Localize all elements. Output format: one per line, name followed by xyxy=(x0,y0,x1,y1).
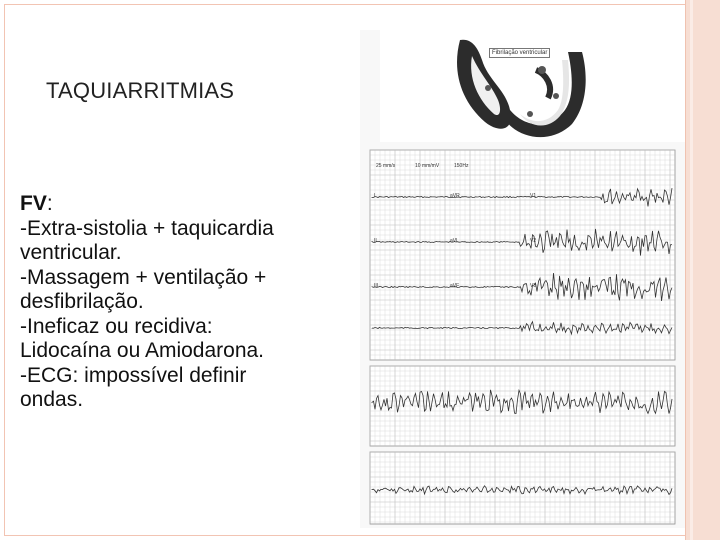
lead-label: I xyxy=(374,193,376,199)
body-line: desfibrilação. xyxy=(20,290,144,313)
slide-body xyxy=(20,192,365,413)
lead-label: V2 xyxy=(530,238,537,244)
vf-illustration xyxy=(360,30,685,528)
lead-label: aVF xyxy=(450,283,460,289)
body-line: -Massagem + ventilação + xyxy=(20,265,267,289)
heading-colon: : xyxy=(46,192,53,215)
lead-label: aVL xyxy=(450,238,459,244)
ecg-strips xyxy=(370,150,675,524)
vf-figure xyxy=(360,30,685,528)
lead-label: V1 xyxy=(530,193,537,199)
lead-label: aVR xyxy=(450,193,460,199)
slide-title: TAQUIARRITMIAS xyxy=(46,78,235,103)
figure-label: Fibrilação ventricular xyxy=(489,48,550,58)
body-line: -Extra-sistolia + taquicardia xyxy=(20,216,274,240)
body-line: -Ineficaz ou recidiva: xyxy=(20,314,213,338)
ecg-speed: 25 mm/s xyxy=(376,163,396,169)
heading-term: FV xyxy=(20,192,47,215)
lead-label: II xyxy=(374,238,377,244)
body-heading xyxy=(20,192,365,217)
ecg-gain: 10 mm/mV xyxy=(415,163,440,169)
slide-side-band xyxy=(685,0,720,540)
lead-label: V3 xyxy=(530,283,537,289)
ecg-filter: 150Hz xyxy=(454,163,469,169)
body-line: Lidocaína ou Amiodarona. xyxy=(20,339,265,362)
lead-label: III xyxy=(374,283,379,289)
body-line: ondas. xyxy=(20,388,84,411)
body-line: ventricular. xyxy=(20,241,122,264)
body-line: -ECG: impossível definir xyxy=(20,363,247,387)
